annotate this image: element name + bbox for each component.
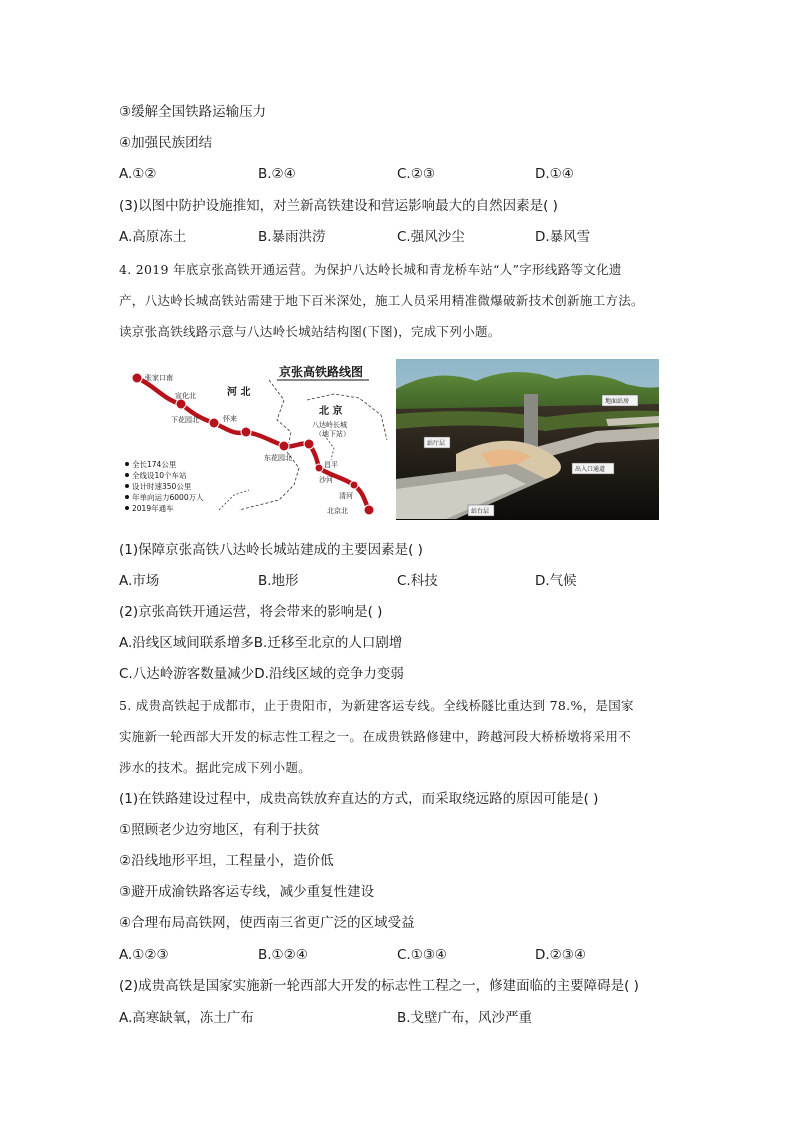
station-dot — [241, 427, 251, 437]
q5-intro — [119, 690, 679, 783]
fact-text: 设计时速350公里 — [132, 482, 192, 491]
q4-intro — [119, 254, 679, 347]
q4-2-options-cd[interactable]: C.八达岭游客数量减少D.沿线区域的竞争力变弱 — [119, 666, 404, 682]
station-dot — [304, 439, 314, 449]
bullet — [125, 495, 129, 499]
station-label: 张家口南 — [145, 374, 173, 382]
diagram-label: 站台层 — [471, 508, 490, 515]
q5-1-statement: ②沿线地形平坦，工程量小，造价低 — [119, 853, 334, 869]
station-label: 东花园北 — [264, 454, 292, 462]
route-map — [119, 360, 391, 520]
option-a[interactable]: A.①② — [119, 166, 157, 182]
q4-intro-line: 4. 2019 年底京张高铁开通运营。为保护八达岭长城和青龙桥车站“人”字形线路等文化遗 — [119, 262, 622, 277]
option-b[interactable]: B.①②④ — [258, 947, 308, 963]
fact-text: 年单向运力6000万人 — [132, 493, 204, 502]
q5-1-statement: ①照顾老少边穷地区，有利于扶贫 — [119, 822, 321, 838]
q5-1-statement: ③避开成渝铁路客运专线，减少重复性建设 — [119, 884, 375, 900]
q5-2-stem: (2)成贵高铁是国家实施新一轮西部大开发的标志性工程之一，修建面临的主要障碍是( ) — [119, 978, 639, 994]
station-label: 怀来 — [223, 415, 237, 423]
fact-text: 全线设10个车站 — [132, 471, 187, 480]
bullet — [125, 473, 129, 477]
diagram-label: 出入口通道 — [575, 466, 606, 473]
option-a[interactable]: A.市场 — [119, 573, 160, 589]
option-c[interactable]: C.②③ — [397, 166, 435, 182]
fact-text: 全长174公里 — [132, 460, 177, 469]
option-b[interactable]: B.戈壁广布，风沙严重 — [397, 1010, 533, 1026]
map-title: 京张高铁路线图 — [279, 365, 364, 379]
q5-intro-line: 实施新一轮西部大开发的标志性工程之一。在成贵铁路修建中，跨越河段大桥桥墩将采用不 — [119, 729, 632, 744]
statement-4: ④加强民族团结 — [119, 135, 213, 151]
station-label: 八达岭长城 — [312, 421, 347, 429]
fact-text: 2019年通车 — [132, 504, 174, 513]
q4-intro-line: 读京张高铁线路示意与八达岭长城站结构图(下图)，完成下列小题。 — [119, 324, 501, 339]
station-dot — [364, 505, 374, 515]
station-dot — [176, 399, 186, 409]
q5-intro-line: 涉水的技术。据此完成下列小题。 — [119, 760, 312, 775]
option-b[interactable]: B.②④ — [258, 166, 296, 182]
station-dot — [279, 441, 289, 451]
station-label: 北京北 — [327, 507, 348, 515]
statement-3: ③缓解全国铁路运输压力 — [119, 104, 267, 120]
station-label: 清河 — [339, 492, 353, 500]
option-b[interactable]: B.地形 — [258, 573, 299, 589]
station-dot — [350, 481, 358, 489]
q4-intro-line: 产，八达岭长城高铁站需建于地下百米深处，施工人员采用精准微爆破新技术创新施工方法。 — [119, 293, 644, 308]
option-d[interactable]: D.暴风雪 — [535, 229, 591, 245]
q5-1-stem: (1)在铁路建设过程中，成贵高铁放弃直达的方式，而采取绕远路的原因可能是( ) — [119, 791, 599, 807]
q5-intro-line: 5. 成贵高铁起于成都市，止于贵阳市，为新建客运专线。全线桥隧比重达到 78.%，是国家 — [119, 698, 634, 713]
option-b[interactable]: B.暴雨洪涝 — [258, 229, 326, 245]
q5-1-statement: ④合理布局高铁网，使西南三省更广泛的区域受益 — [119, 915, 415, 931]
option-a[interactable]: A.高原冻土 — [119, 229, 187, 245]
station-dot — [132, 373, 142, 383]
station-label: 宣化北 — [175, 392, 196, 400]
q4-1-stem: (1)保障京张高铁八达岭长城站建成的主要因素是( ) — [119, 542, 423, 558]
region-hebei: 河 北 — [227, 387, 251, 398]
q4-2-stem: (2)京张高铁开通运营，将会带来的影响是( ) — [119, 604, 383, 620]
option-d[interactable]: D.②③④ — [535, 947, 586, 963]
station-label: 下花园北 — [171, 416, 199, 424]
diagram-label: 地面站房 — [605, 398, 630, 405]
bullet — [125, 484, 129, 488]
station-label: 沙河 — [319, 476, 333, 484]
option-c[interactable]: C.科技 — [397, 573, 438, 589]
station-dot — [315, 464, 323, 472]
station-structure-diagram — [396, 359, 659, 520]
station-dot — [209, 418, 219, 428]
option-c[interactable]: C.强风沙尘 — [397, 229, 465, 245]
option-a[interactable]: A.高寒缺氧，冻土广布 — [119, 1010, 254, 1026]
station-label: 昌平 — [324, 461, 338, 469]
bullet — [125, 462, 129, 466]
region-beijing: 北 京 — [319, 406, 343, 417]
option-d[interactable]: D.气候 — [535, 573, 577, 589]
station-note: （地下站） — [315, 430, 350, 438]
q4-2-options-ab[interactable]: A.沿线区域间联系增多B.迁移至北京的人口剧增 — [119, 635, 403, 651]
option-c[interactable]: C.①③④ — [397, 947, 448, 963]
diagram-label: 站厅层 — [427, 440, 446, 447]
bullet — [125, 506, 129, 510]
option-d[interactable]: D.①④ — [535, 166, 574, 182]
option-a[interactable]: A.①②③ — [119, 947, 169, 963]
q3-stem: (3)以图中防护设施推知，对兰新高铁建设和营运影响最大的自然因素是( ) — [119, 198, 558, 214]
